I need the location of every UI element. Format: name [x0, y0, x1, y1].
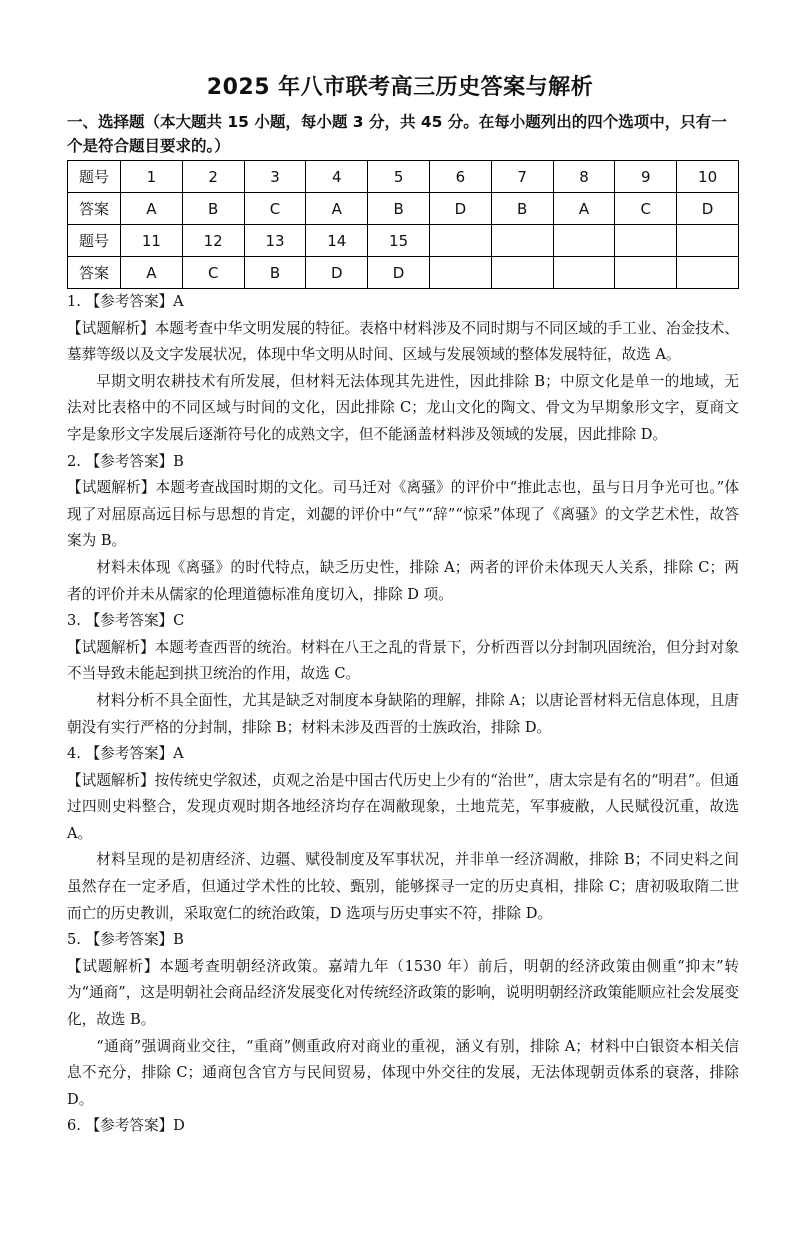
table-cell: 12 [182, 225, 244, 257]
table-cell: D [429, 193, 491, 225]
table-cell: C [615, 193, 677, 225]
table-cell: D [677, 193, 739, 225]
table-cell: 13 [244, 225, 306, 257]
answer-line: 2. 【参考答案】B [67, 452, 184, 470]
table-cell [491, 257, 553, 289]
table-cell [615, 257, 677, 289]
table-cell: 答案 [68, 257, 121, 289]
table-cell: 题号 [68, 225, 121, 257]
table-cell: 1 [121, 161, 183, 193]
table-cell: A [121, 193, 183, 225]
table-cell: D [368, 257, 430, 289]
table-cell: C [182, 257, 244, 289]
table-row [68, 257, 739, 289]
analysis-paragraph: 【试题解析】按传统史学叙述，贞观之治是中国古代历史上少有的“治世”，唐太宗是有名的“明君”。但通过四则史料整合，发现贞观时期各地经济均存在凋敝现象，土地荒芜，军事疲敝，人民赋役沉重，故选 A。 [67, 771, 739, 842]
table-cell: 10 [677, 161, 739, 193]
table-row [68, 193, 739, 225]
table-cell: B [491, 193, 553, 225]
answer-line: 3. 【参考答案】C [67, 612, 185, 630]
table-cell: C [244, 193, 306, 225]
table-cell [677, 257, 739, 289]
table-cell: 5 [368, 161, 430, 193]
answer-line: 5. 【参考答案】B [67, 931, 184, 949]
analysis-paragraph: 【试题解析】本题考查中华文明发展的特征。表格中材料涉及不同时期与不同区域的手工业、冶金技术、墓葬等级以及文字发展状况，体现中华文明从时间、区域与发展领域的整体发展特征，故选 A。 [67, 319, 739, 364]
table-cell: B [182, 193, 244, 225]
table-cell: 11 [121, 225, 183, 257]
table-cell: 9 [615, 161, 677, 193]
table-cell: 14 [306, 225, 368, 257]
answer-table [67, 160, 739, 289]
elimination-paragraph: 材料未体现《离骚》的时代特点，缺乏历史性，排除 A；两者的评价未体现天人关系，排除 C；两者的评价并未从儒家的伦理道德标准角度切入，排除 D 项。 [67, 558, 739, 603]
table-cell: 题号 [68, 161, 121, 193]
table-cell: 4 [306, 161, 368, 193]
answer-line: 6. 【参考答案】D [67, 1117, 185, 1135]
table-cell [429, 225, 491, 257]
table-cell [553, 225, 615, 257]
analysis-paragraph: 【试题解析】本题考查明朝经济政策。嘉靖九年（1530 年）前后，明朝的经济政策由侧重“抑末”转为“通商”，这是明朝社会商品经济发展变化对传统经济政策的影响，说明明朝经济政策能顺应社会发展变化，故选 B。 [67, 957, 739, 1029]
elimination-paragraph: 材料呈现的是初唐经济、边疆、赋役制度及军事状况，并非单一经济凋敝，排除 B；不同史料之间虽然存在一定矛盾，但通过学术性的比较、甄别，能够探寻一定的历史真相，排除 C；唐初吸取隋二世而亡的历史教训，采取宽仁的统治政策，D 选项与历史事实不符，排除 D。 [67, 851, 739, 922]
elimination-paragraph: “通商”强调商业交往，“重商”侧重政府对商业的重视，涵义有别，排除 A；材料中白银资本相关信息不充分，排除 C；通商包含官方与民间贸易，体现中外交往的发展，无法体现朝贡体系的衰落，排除 D。 [67, 1037, 739, 1108]
table-cell: 8 [553, 161, 615, 193]
answer-line: 4. 【参考答案】A [67, 745, 184, 763]
table-cell: 3 [244, 161, 306, 193]
table-cell [553, 257, 615, 289]
table-cell [615, 225, 677, 257]
table-cell [429, 257, 491, 289]
table-cell: 答案 [68, 193, 121, 225]
table-cell: 6 [429, 161, 491, 193]
analysis-paragraph: 【试题解析】本题考查战国时期的文化。司马迁对《离骚》的评价中“推此志也，虽与日月争光可也。”体现了对屈原高远目标与思想的肯定，刘勰的评价中“气”“辞”“惊采”体现了《离骚》的文学艺术性，故答案为 B。 [67, 479, 739, 550]
page-title: 2025 年八市联考高三历史答案与解析 [206, 75, 594, 100]
table-cell: A [121, 257, 183, 289]
elimination-paragraph: 材料分析不具全面性，尤其是缺乏对制度本身缺陷的理解，排除 A；以唐论晋材料无信息体现，且唐朝没有实行严格的分封制，排除 B；材料未涉及西晋的士族政治，排除 D。 [67, 691, 739, 736]
table-cell: A [306, 193, 368, 225]
table-cell: B [244, 257, 306, 289]
table-cell: 15 [368, 225, 430, 257]
answer-line: 1. 【参考答案】A [67, 293, 184, 310]
table-cell [491, 225, 553, 257]
table-cell: A [553, 193, 615, 225]
table-row [68, 161, 739, 193]
table-cell: 2 [182, 161, 244, 193]
table-cell: 7 [491, 161, 553, 193]
table-row [68, 225, 739, 257]
table-cell: D [306, 257, 368, 289]
table-cell: B [368, 193, 430, 225]
section-heading: 一、选择题（本大题共 15 小题，每小题 3 分，共 45 分。在每小题列出的四个选项中，只有一个是符合题目要求的。） [67, 113, 727, 155]
answer-explanations [67, 289, 739, 1140]
table-cell [677, 225, 739, 257]
analysis-paragraph: 【试题解析】本题考查西晋的统治。材料在八王之乱的背景下，分析西晋以分封制巩固统治，但分封对象不当导致未能起到拱卫统治的作用，故选 C。 [67, 638, 739, 683]
elimination-paragraph: 早期文明农耕技术有所发展，但材料无法体现其先进性，因此排除 B；中原文化是单一的地域，无法对比表格中的不同区域与时间的文化，因此排除 C；龙山文化的陶文、骨文为早期象形文字，夏商文字是象形文字发展后逐渐符号化的成熟文字，但不能涵盖材料涉及领域的发展，因此排除 D。 [67, 372, 739, 443]
